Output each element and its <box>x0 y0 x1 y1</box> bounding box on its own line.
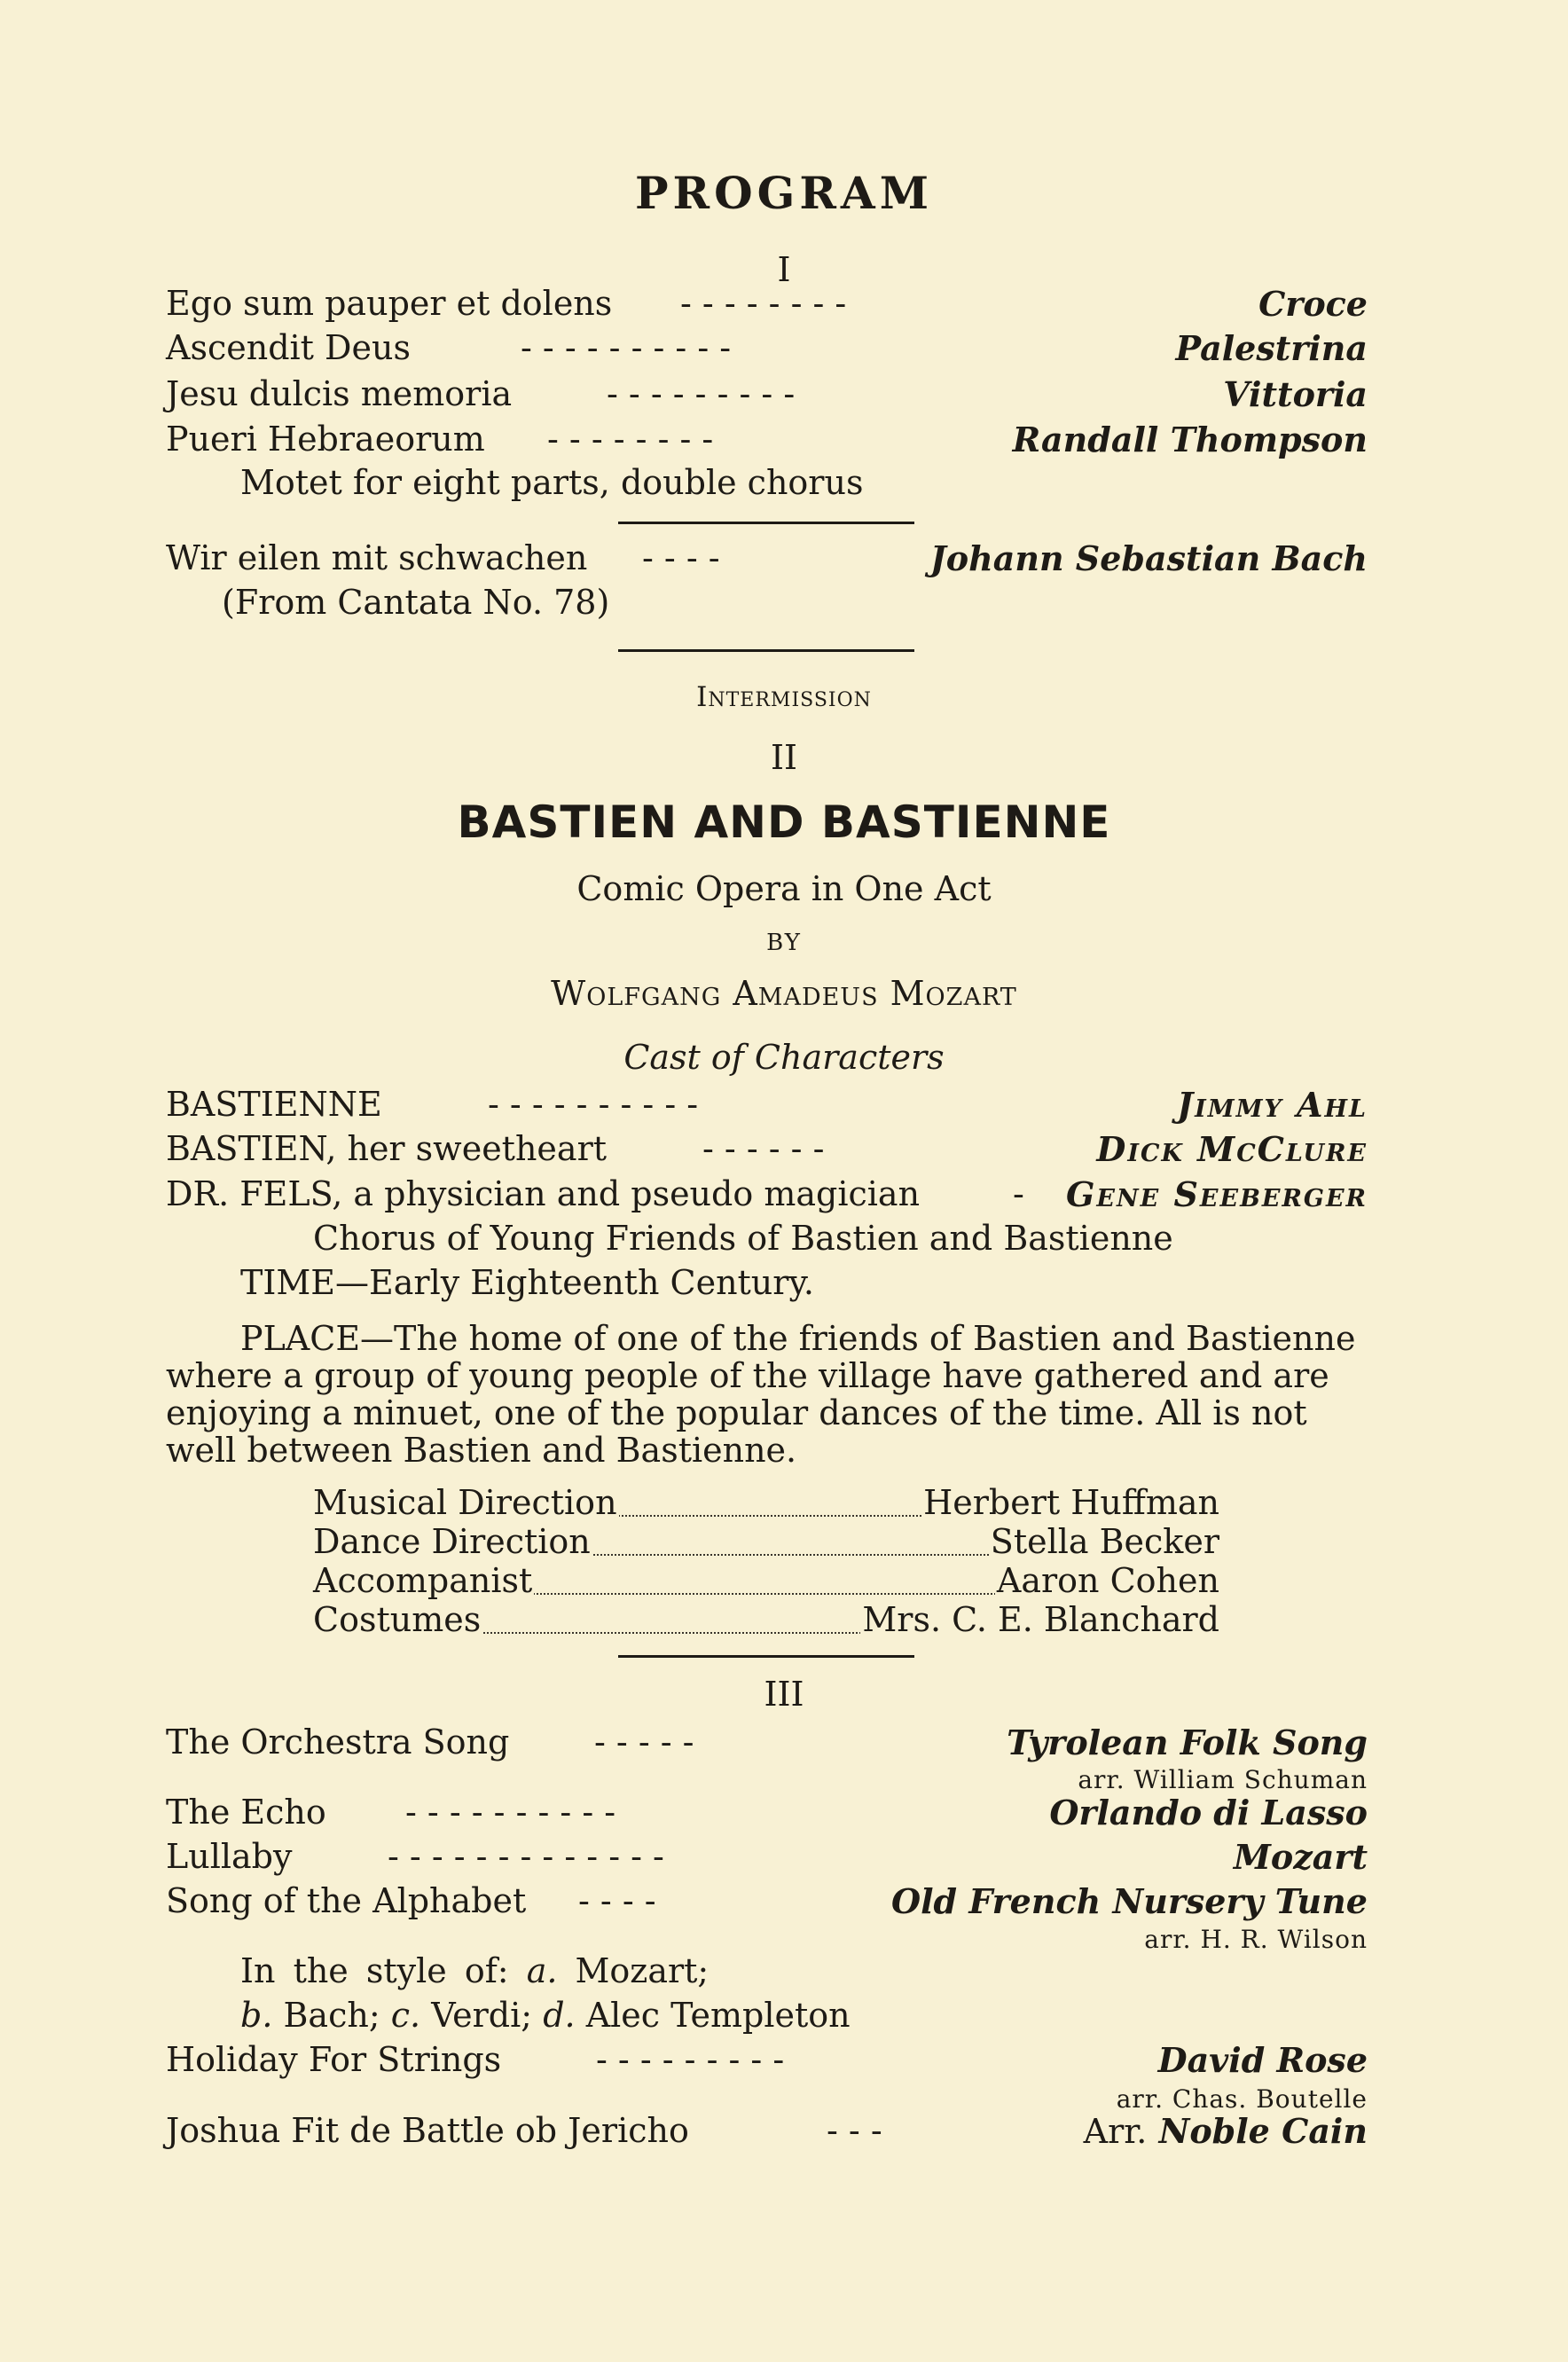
style-letter: d. <box>543 1996 576 2035</box>
composer-name: Johann Sebastian Bach <box>929 538 1368 578</box>
credit-row <box>313 1522 1219 1561</box>
leader-dashes: - - - - - - - - - <box>596 2040 785 2079</box>
style-name: Verdi; <box>431 1996 533 2035</box>
leader-dashes: - <box>1013 1174 1024 1213</box>
arranger-credit: arr. William Schuman <box>1078 1765 1368 1794</box>
piece-title: Wir eilen mit schwachen <box>166 538 588 577</box>
cast-row <box>166 1085 1368 1127</box>
leader-dashes: - - - - <box>578 1881 656 1920</box>
actor-name: Jimmy Ahl <box>1177 1085 1368 1125</box>
piece-title: Ego sum pauper et dolens <box>166 284 613 323</box>
leader-dashes: - - - - - - - - - <box>607 374 796 413</box>
credit-role: Accompanist <box>313 1561 533 1600</box>
arranger-credit: arr. H. R. Wilson <box>1144 1925 1368 1954</box>
credit-name: Stella Becker <box>990 1522 1219 1561</box>
style-line <box>240 1996 851 2035</box>
composer-name: Randall Thompson <box>1012 420 1368 459</box>
piece-title: Jesu dulcis memoria <box>166 374 513 413</box>
part-one-numeral: I <box>777 250 791 289</box>
actor-name: Gene Seeberger <box>1065 1174 1368 1214</box>
piece-title: The Echo <box>166 1793 326 1832</box>
piece-title: Ascendit Deus <box>166 328 411 367</box>
style-letter: a. <box>526 1951 558 1990</box>
style-line <box>240 1951 709 1990</box>
credit-name: Mrs. C. E. Blanchard <box>862 1600 1219 1639</box>
program-item <box>166 374 1368 417</box>
composer-name: David Rose <box>1157 2040 1368 2080</box>
program-item <box>166 538 1368 581</box>
piece-title: Pueri Hebraeorum <box>166 420 485 459</box>
place-line: well between Bastien and Bastienne. <box>166 1431 797 1470</box>
program-item <box>166 1722 1368 1765</box>
program-item <box>166 1837 1368 1879</box>
piece-title: Joshua Fit de Battle ob Jericho <box>166 2111 689 2150</box>
part-two-numeral: II <box>770 738 798 777</box>
program-item <box>166 1881 1368 1924</box>
style-name: Mozart; <box>575 1951 710 1990</box>
arranger-credit: arr. Chas. Boutelle <box>1116 2084 1368 2114</box>
composer-credit <box>1084 2111 1368 2151</box>
program-item <box>166 328 1368 371</box>
program-item <box>166 2111 1368 2154</box>
credit-row <box>313 1600 1219 1639</box>
character-role: DR. FELS, a physician and pseudo magician <box>166 1174 921 1213</box>
credit-row <box>313 1561 1219 1600</box>
actor-name: Dick McClure <box>1096 1129 1368 1169</box>
place-line: enjoying a minuet, one of the popular dances of the time. All is not <box>166 1393 1307 1432</box>
piece-title: Song of the Alphabet <box>166 1881 527 1920</box>
cast-row <box>166 1129 1368 1172</box>
composer-name: Mozart <box>1233 1837 1368 1877</box>
credit-row <box>313 1483 1219 1522</box>
leader-dashes: - - - - - - - - - - <box>405 1793 616 1832</box>
leader-dashes: - - - - - - - - - - <box>521 328 732 367</box>
credit-role: Costumes <box>313 1600 482 1639</box>
place-line: PLACE—The home of one of the friends of Bastien and Bastienne <box>240 1319 1356 1358</box>
part-three-numeral: III <box>764 1675 804 1714</box>
composer-name: Croce <box>1258 284 1368 324</box>
place-line: where a group of young people of the village have gathered and are <box>166 1356 1329 1395</box>
style-letter: c. <box>390 1996 421 2035</box>
leader-dashes: - - - - - <box>594 1722 694 1762</box>
piece-title: The Orchestra Song <box>166 1722 510 1762</box>
leader-dashes: - - - - - - - - - - <box>488 1085 699 1124</box>
program-item <box>166 420 1368 462</box>
page-title: PROGRAM <box>634 167 934 219</box>
style-name: Alec Templeton <box>585 1996 851 2035</box>
style-letter: b. <box>240 1996 273 2035</box>
time-line: TIME—Early Eighteenth Century. <box>240 1263 814 1302</box>
leader-dashes: - - - - <box>642 538 720 577</box>
style-name: Bach; <box>283 1996 380 2035</box>
section-divider <box>618 649 914 652</box>
leader-dashes: - - - - - - - - <box>547 420 714 459</box>
chorus-line: Chorus of Young Friends of Bastien and Bastienne <box>313 1219 1173 1258</box>
section-divider <box>618 1655 914 1658</box>
cantata-note: (From Cantata No. 78) <box>222 583 610 622</box>
character-role: BASTIEN, her sweetheart <box>166 1129 608 1168</box>
credit-name: Herbert Huffman <box>923 1483 1219 1522</box>
intermission-label: Intermission <box>696 681 872 713</box>
opera-subtitle: Comic Opera in One Act <box>576 869 992 908</box>
cast-row <box>166 1174 1368 1217</box>
composer-name: Tyrolean Folk Song <box>1007 1722 1368 1762</box>
credit-role: Musical Direction <box>313 1483 617 1522</box>
character-role: BASTIENNE <box>166 1085 382 1124</box>
program-item <box>166 1793 1368 1835</box>
composer-name: Orlando di Lasso <box>1049 1793 1368 1832</box>
composer-name: Palestrina <box>1175 328 1368 368</box>
composer-name: Old French Nursery Tune <box>891 1881 1368 1921</box>
leader-dashes: - - - - - - <box>702 1129 825 1168</box>
composer-name: Vittoria <box>1223 374 1368 414</box>
opera-title: BASTIEN AND BASTIENNE <box>457 796 1111 848</box>
leader-dashes: - - - - - - - - - - - - - <box>388 1837 664 1876</box>
leader-dashes: - - - <box>827 2111 882 2150</box>
motet-note: Motet for eight parts, double chorus <box>240 463 864 502</box>
opera-composer: Wolfgang Amadeus Mozart <box>551 974 1017 1013</box>
program-item <box>166 2040 1368 2083</box>
cast-heading: Cast of Characters <box>623 1038 945 1077</box>
by-label: BY <box>766 930 802 956</box>
section-divider <box>618 522 914 524</box>
arr-prefix: Arr. <box>1083 2112 1148 2151</box>
piece-title: Holiday For Strings <box>166 2040 502 2079</box>
style-prefix: In the style of: <box>240 1951 509 1990</box>
credit-role: Dance Direction <box>313 1522 591 1561</box>
program-item <box>166 284 1368 326</box>
leader-dashes: - - - - - - - - <box>680 284 847 323</box>
composer-name: Noble Cain <box>1158 2111 1368 2151</box>
credit-name: Aaron Cohen <box>996 1561 1219 1600</box>
piece-title: Lullaby <box>166 1837 293 1876</box>
